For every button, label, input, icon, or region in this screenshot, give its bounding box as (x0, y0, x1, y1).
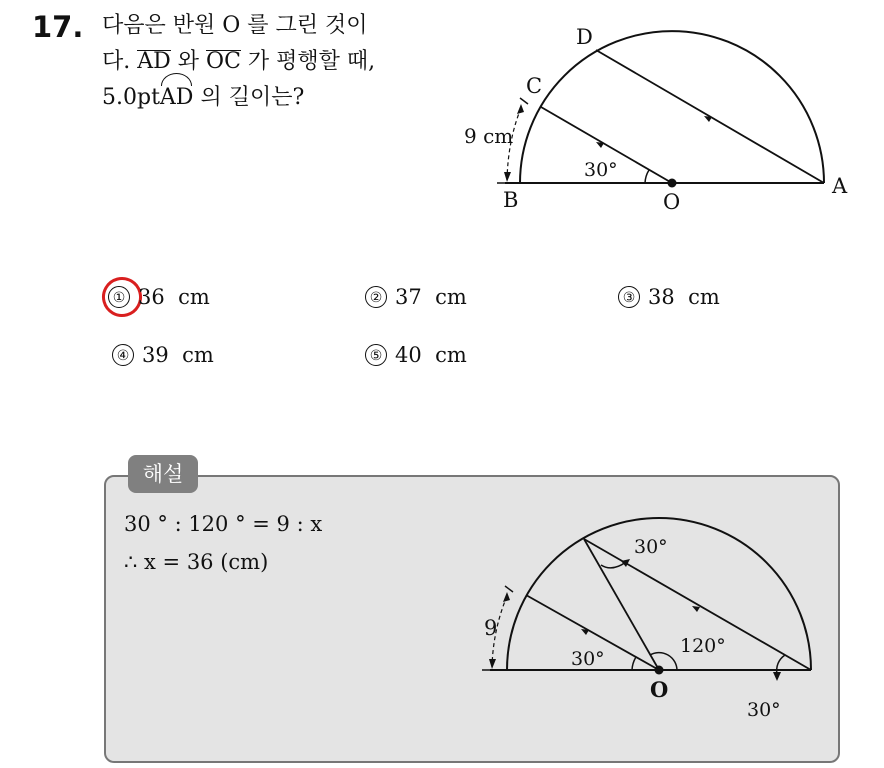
solution-dim-arrow-top (503, 592, 510, 602)
segment-ad: AD (137, 49, 171, 74)
choice-3[interactable] (618, 285, 720, 309)
segment-oc: OC (206, 49, 241, 74)
solution-line-2: ∴ x = 36 (cm) (124, 550, 269, 574)
label-a: A (832, 174, 848, 198)
solution-angle-left (632, 657, 636, 670)
question-line-3: 5.0ptAD 의 길이는? (102, 80, 452, 116)
segment-ad-line (596, 50, 824, 183)
solution-label-120: 120° (680, 635, 726, 657)
solution-figure (470, 515, 830, 725)
parallel-arrow-1 (596, 142, 604, 148)
label-b: B (503, 188, 519, 212)
question-number: 17. (32, 10, 84, 44)
question-line-1: 다음은 반원 O 를 그린 것이 (102, 13, 368, 38)
label-d: D (576, 25, 593, 49)
choice-4[interactable] (112, 343, 214, 367)
label-c: C (526, 74, 543, 98)
question-line-2: 다. AD 와 OC 가 평행할 때, (102, 49, 376, 74)
solution-angle-top (601, 562, 626, 568)
choice-1-number: ① (108, 286, 130, 308)
label-arc-length: 9 cm (464, 124, 514, 148)
solution-angle-right-arrow (773, 672, 781, 681)
choice-2-number: ② (365, 286, 387, 308)
solution-label-9: 9 (484, 616, 498, 640)
choice-2-text: 37 cm (395, 285, 467, 309)
choice-2[interactable] (365, 285, 467, 309)
solution-line-1: 30 ° : 120 ° = 9 : x (124, 512, 323, 536)
choice-3-number: ③ (618, 286, 640, 308)
center-point (668, 179, 677, 188)
choice-4-text: 39 cm (142, 343, 214, 367)
parallel-arrow-2 (704, 116, 712, 122)
solution-parallel-arrow-2 (692, 606, 700, 612)
choice-5-text: 40 cm (395, 343, 467, 367)
semicircle-arc (520, 31, 824, 183)
solution-label-30-left: 30° (571, 648, 605, 670)
choice-1-text: 36 cm (138, 285, 210, 309)
choice-1[interactable] (108, 285, 210, 309)
label-o: O (663, 190, 681, 214)
dim-arrow-bottom (504, 172, 511, 182)
semicircle-figure (440, 15, 880, 225)
solution-label-30-top: 30° (634, 536, 668, 558)
solution-center-point (655, 666, 664, 675)
solution-tick-c (505, 586, 513, 592)
solution-label-30-right: 30° (747, 699, 781, 721)
question-text (102, 8, 452, 116)
dim-arrow-top (517, 104, 524, 114)
choice-4-number: ④ (112, 344, 134, 366)
solution-tag: 해설 (128, 455, 198, 493)
choice-3-text: 38 cm (648, 285, 720, 309)
angle-arc (645, 170, 649, 183)
solution-label-o: O (650, 677, 669, 702)
tick-c (520, 98, 528, 104)
arc-ad: AD (160, 80, 194, 116)
choice-5-number: ⑤ (365, 344, 387, 366)
label-angle: 30° (584, 159, 618, 181)
solution-dim-arrow-bottom (489, 659, 496, 669)
solution-parallel-arrow-1 (581, 629, 589, 635)
choice-5[interactable] (365, 343, 467, 367)
